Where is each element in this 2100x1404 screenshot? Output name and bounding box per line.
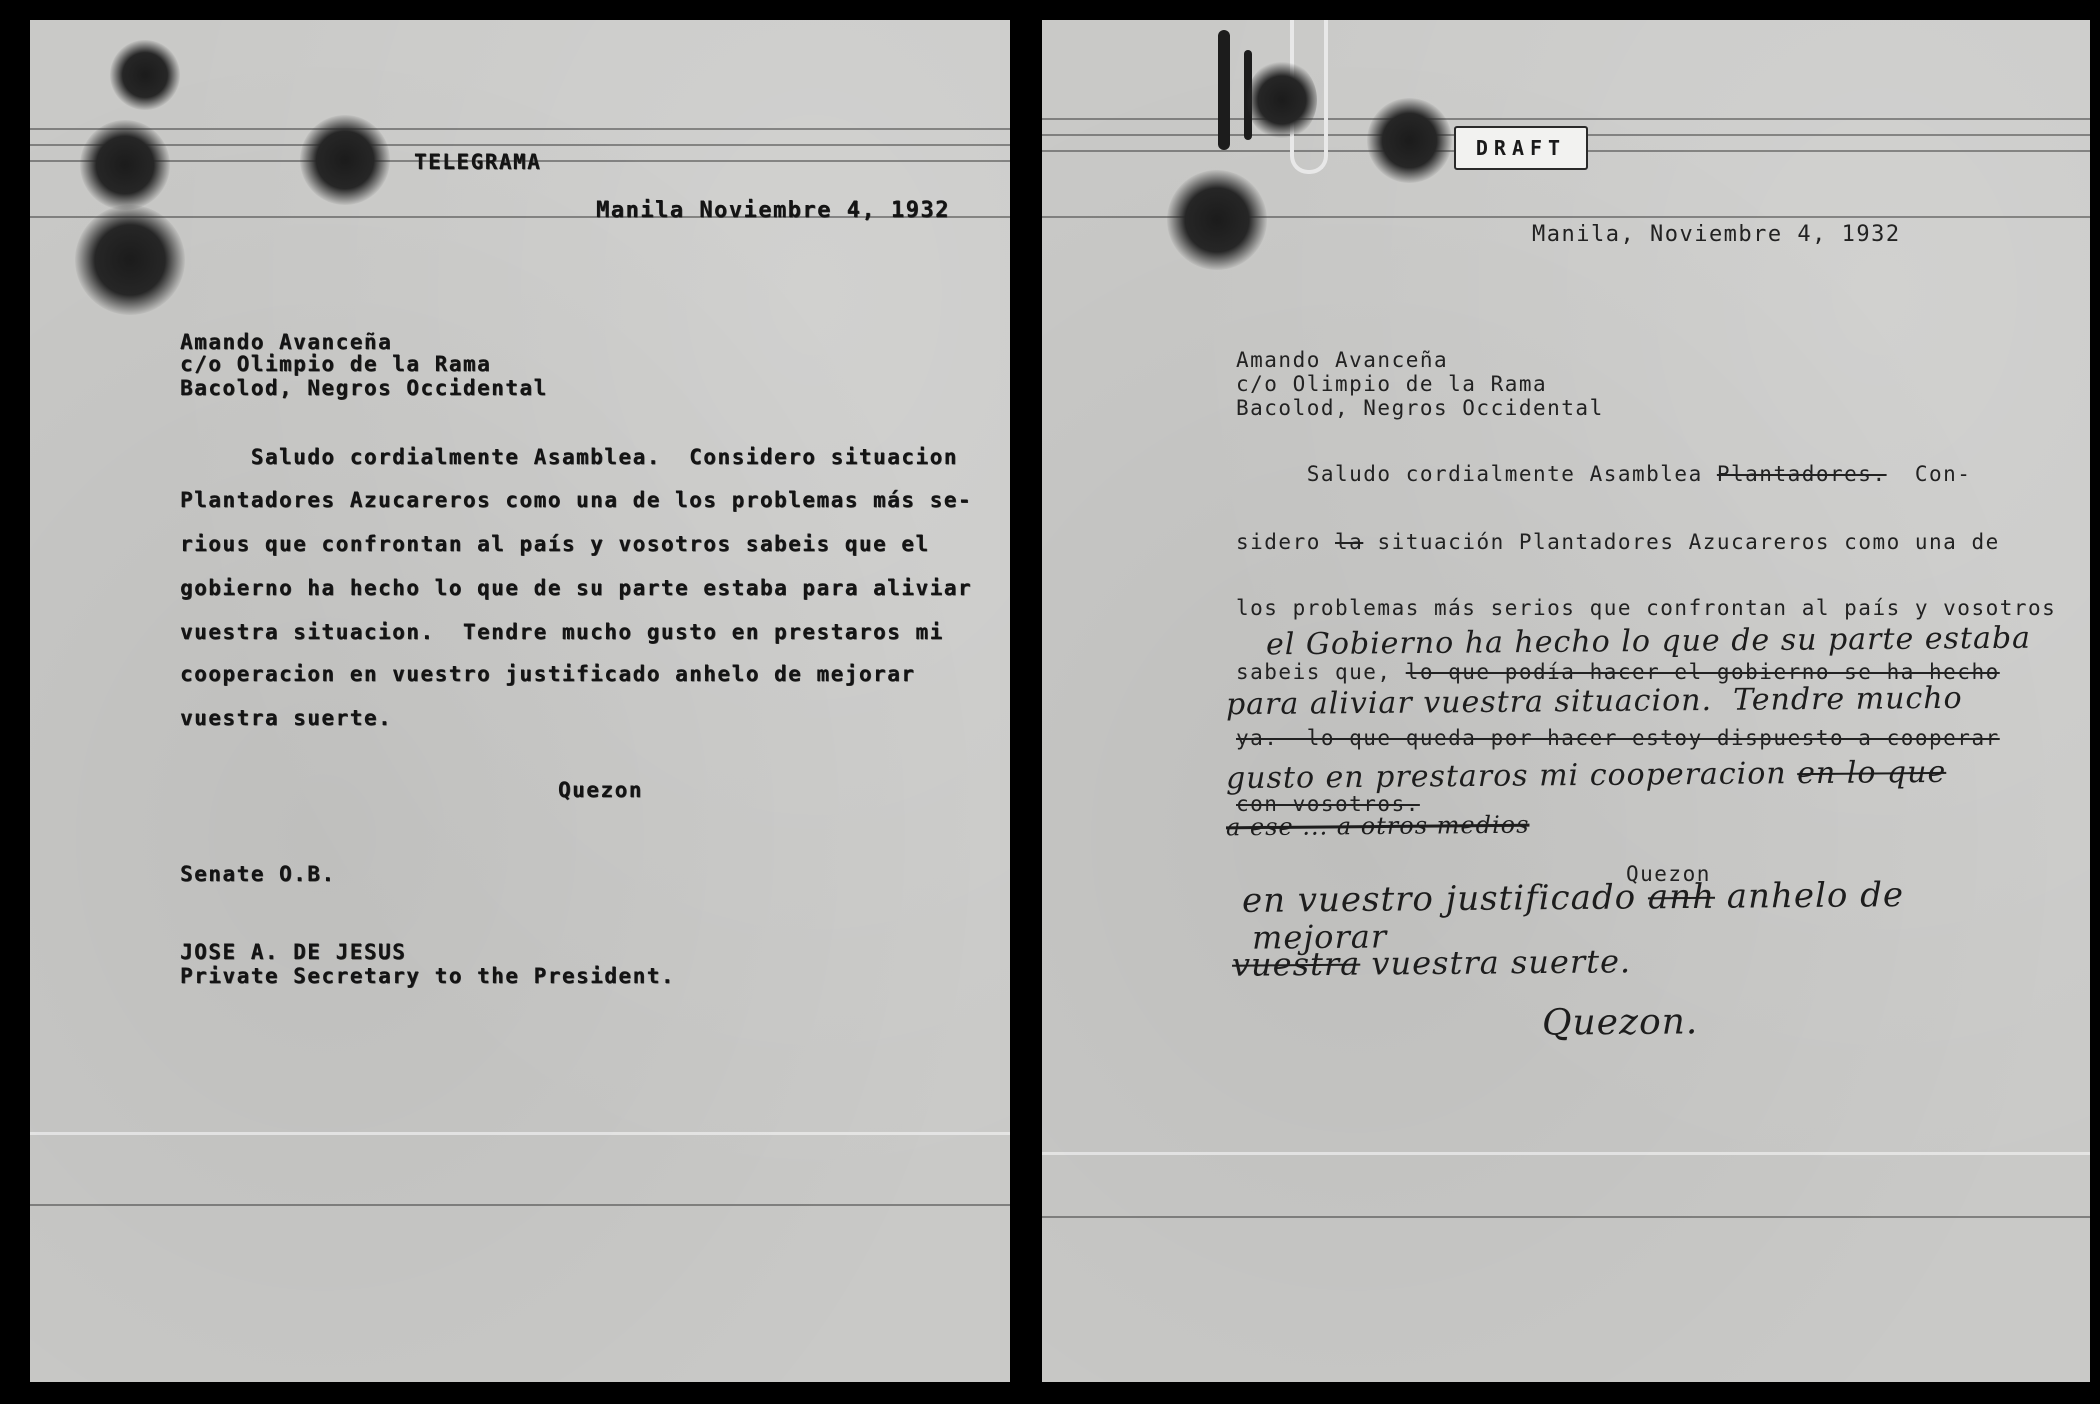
draft-stamp: DRAFT xyxy=(1454,126,1588,170)
page-rule xyxy=(30,1204,1010,1206)
handwritten-insert: mejorar xyxy=(1251,917,1388,957)
page-rule xyxy=(1042,1152,2090,1155)
ink-drip xyxy=(1218,30,1230,150)
address-line: Bacolod, Negros Occidental xyxy=(180,376,548,400)
telegram-note: Senate O.B. xyxy=(180,862,336,886)
handwritten-insert: el Gobierno ha hecho lo que de su parte estaba xyxy=(1265,620,2032,663)
struck-text: a ese ... a otros medios xyxy=(1225,810,1530,842)
telegram-heading: TELEGRAMA xyxy=(414,150,542,174)
address-line: Bacolod, Negros Occidental xyxy=(1236,396,1604,420)
body-line: gobierno ha hecho lo que de su parte estaba para aliviar xyxy=(180,576,973,600)
struck-text: lo que podía hacer el gobierno se ha hecho xyxy=(1405,660,2000,684)
address-line: Amando Avanceña xyxy=(1236,348,1449,372)
struck-text: con vosotros. xyxy=(1236,792,1420,816)
ink-blot xyxy=(1167,170,1267,270)
ink-blot xyxy=(80,120,170,210)
draft-page xyxy=(1042,20,2090,1382)
draft-line: Saludo cordialmente Asamblea Plantadores. Con- xyxy=(1236,462,1972,486)
address-line: c/o Olimpio de la Rama xyxy=(1236,372,1548,396)
ink-blot xyxy=(110,40,180,110)
page-rule xyxy=(1042,1216,2090,1218)
draft-line: los problemas más serios que confrontan al país y vosotros xyxy=(1236,596,2057,620)
struck-text: ya. lo que queda por hacer estoy dispuesto a cooperar xyxy=(1236,726,2000,750)
secretary-name: JOSE A. DE JESUS xyxy=(180,940,407,964)
body-line: vuestra situacion. Tendre mucho gusto en prestaros mi xyxy=(180,620,944,644)
ink-blot xyxy=(300,115,390,205)
handwritten-insert: gusto en prestaros mi cooperacion en lo que xyxy=(1225,754,1947,797)
draft-line: sidero la situación Plantadores Azucareros como una de xyxy=(1236,530,2000,554)
handwritten-signature: Quezon. xyxy=(1541,1001,1699,1044)
ink-blot xyxy=(1247,60,1317,140)
secretary-title: Private Secretary to the President. xyxy=(180,964,676,988)
struck-text: en lo que xyxy=(1797,754,1947,792)
body-line: cooperacion en vuestro justificado anhelo de mejorar xyxy=(180,662,916,686)
address-line: c/o Olimpio de la Rama xyxy=(180,352,492,376)
page-rule xyxy=(30,1132,1010,1135)
body-line: Plantadores Azucareros como una de los problemas más se- xyxy=(180,488,973,512)
handwritten-insert: para aliviar vuestra situacion. Tendre mucho xyxy=(1225,680,1963,723)
ink-blot xyxy=(75,205,185,315)
typed-signature: Quezon xyxy=(1626,862,1711,886)
page-rule xyxy=(30,128,1010,130)
body-line: vuestra suerte. xyxy=(180,706,393,730)
draft-line: sabeis que, lo que podía hacer el gobierno se ha hecho xyxy=(1236,660,2000,684)
body-line: Saludo cordialmente Asamblea. Considero situacion xyxy=(180,445,958,469)
handwritten-insert: vuestra vuestra suerte. xyxy=(1231,942,1632,984)
struck-text: la xyxy=(1335,530,1364,554)
ink-blot xyxy=(1367,98,1452,183)
struck-text: Plantadores. xyxy=(1716,462,1887,486)
telegram-date: Manila Noviembre 4, 1932 xyxy=(596,198,950,223)
telegram-signature: Quezon xyxy=(558,778,643,802)
address-line: Amando Avanceña xyxy=(180,330,393,354)
telegram-page xyxy=(30,20,1010,1382)
struck-text: vuestra xyxy=(1231,944,1361,984)
page-rule xyxy=(30,144,1010,146)
handwritten-insert: en vuestro justificado anh anhelo de xyxy=(1241,875,1905,921)
body-line: rious que confrontan al país y vosotros sabeis que el xyxy=(180,532,930,556)
struck-text: anh xyxy=(1647,876,1716,918)
draft-date: Manila, Noviembre 4, 1932 xyxy=(1532,222,1901,247)
page-rule xyxy=(1042,118,2090,120)
